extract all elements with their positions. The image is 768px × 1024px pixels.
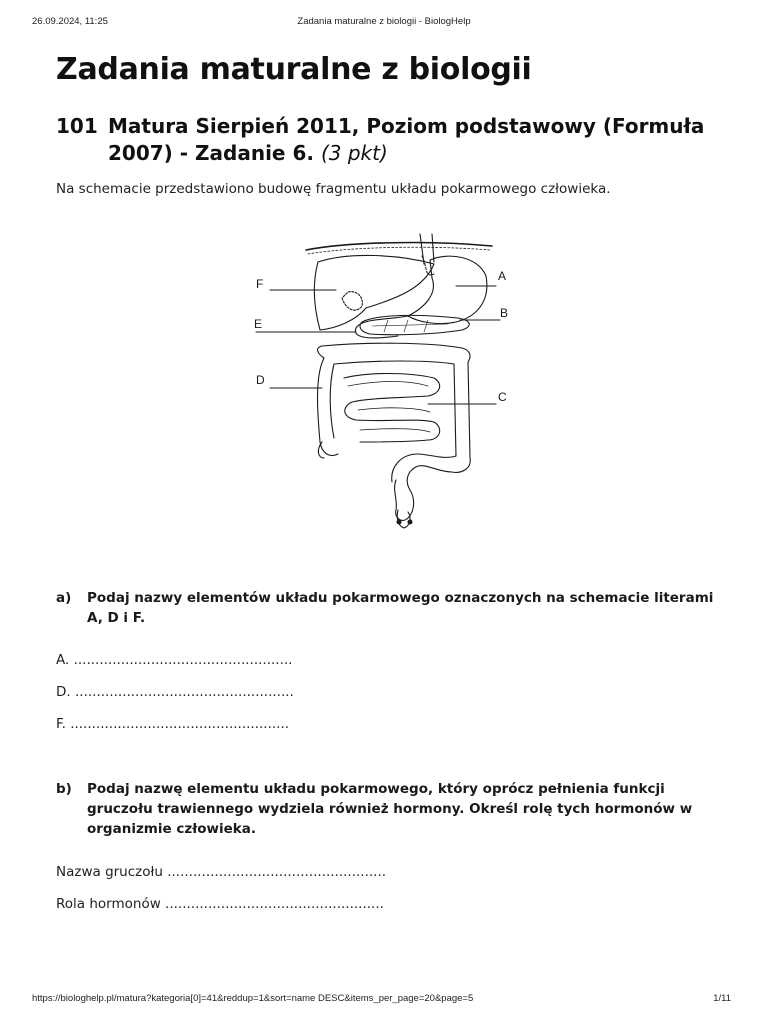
stomach <box>408 256 487 323</box>
answer-line-f[interactable] <box>56 716 289 732</box>
question-a-letter: a) <box>56 590 72 606</box>
answer-line-d[interactable] <box>56 684 294 700</box>
label-A: A <box>498 269 507 283</box>
print-url: https://biologhelp.pl/matura?kategoria[0]=41&reddup=1&sort=name DESC&items_per_page=20&page=5 <box>32 993 474 1004</box>
task-intro: Na schemacie przedstawiono budowę fragmentu układu pokarmowego człowieka. <box>56 181 611 197</box>
small-intestine-inner <box>348 382 430 433</box>
task-title-wrap <box>108 113 728 167</box>
answer-dots: ................................................... <box>73 652 293 668</box>
question-a-text: Podaj nazwy elementów układu pokarmowego oznaczonych na schemacie literami A, D i F. <box>87 590 714 626</box>
question-a <box>56 588 716 628</box>
answer-label: Nazwa gruczołu <box>56 864 163 880</box>
answer-line-hormone-role[interactable] <box>56 896 384 912</box>
pancreas-texture <box>372 320 448 332</box>
task-points: (3 pkt) <box>320 141 388 165</box>
print-title: Zadania maturalne z biologii - BiologHelp <box>297 16 471 27</box>
digestive-system-diagram <box>248 228 520 540</box>
anus-right <box>408 520 412 524</box>
print-footer <box>32 993 736 1007</box>
question-b-text: Podaj nazwę elementu układu pokarmowego, który oprócz pełnienia funkcji gruczołu trawiennego wydziela również hormony. Określ rolę tych hormonów w organizmie człowieka. <box>87 781 693 837</box>
large-intestine <box>318 343 471 520</box>
question-a-row <box>56 588 716 628</box>
answer-label: Rola hormonów <box>56 896 161 912</box>
ascending-colon <box>318 358 339 456</box>
task-title: Matura Sierpień 2011, Poziom podstawowy (Formuła 2007) - Zadanie 6. <box>108 114 705 165</box>
question-b-letter: b) <box>56 781 72 797</box>
page-title: Zadania maturalne z biologii <box>56 52 532 87</box>
print-header <box>32 16 736 30</box>
anus-left <box>397 520 401 524</box>
answer-dots: ................................................... <box>167 864 387 880</box>
digestive-system-svg <box>248 228 520 540</box>
diaphragm-line-2 <box>308 247 490 254</box>
answer-line-gland-name[interactable] <box>56 864 386 880</box>
answer-label: A. <box>56 652 70 668</box>
answer-dots: ................................................... <box>165 896 384 912</box>
answer-dots: ................................................... <box>74 684 294 700</box>
label-C: C <box>498 390 507 404</box>
answer-line-a[interactable] <box>56 652 292 668</box>
question-b <box>56 779 716 839</box>
answer-label: D. <box>56 684 71 700</box>
label-B: B <box>500 306 509 320</box>
liver <box>314 255 434 330</box>
diaphragm-line <box>306 243 492 250</box>
question-b-row <box>56 779 716 839</box>
label-E: E <box>254 317 263 331</box>
large-intestine-inner <box>334 361 456 482</box>
task-number: 101 <box>56 114 98 138</box>
label-F: F <box>256 277 264 291</box>
gall-bladder <box>342 292 362 311</box>
answer-label: F. <box>56 716 66 732</box>
print-page-number: 1/11 <box>713 993 731 1004</box>
print-date: 26.09.2024, 11:25 <box>32 16 108 27</box>
answer-dots: ................................................... <box>70 716 290 732</box>
label-D: D <box>256 373 265 387</box>
ascending-colon-inner <box>330 364 334 438</box>
